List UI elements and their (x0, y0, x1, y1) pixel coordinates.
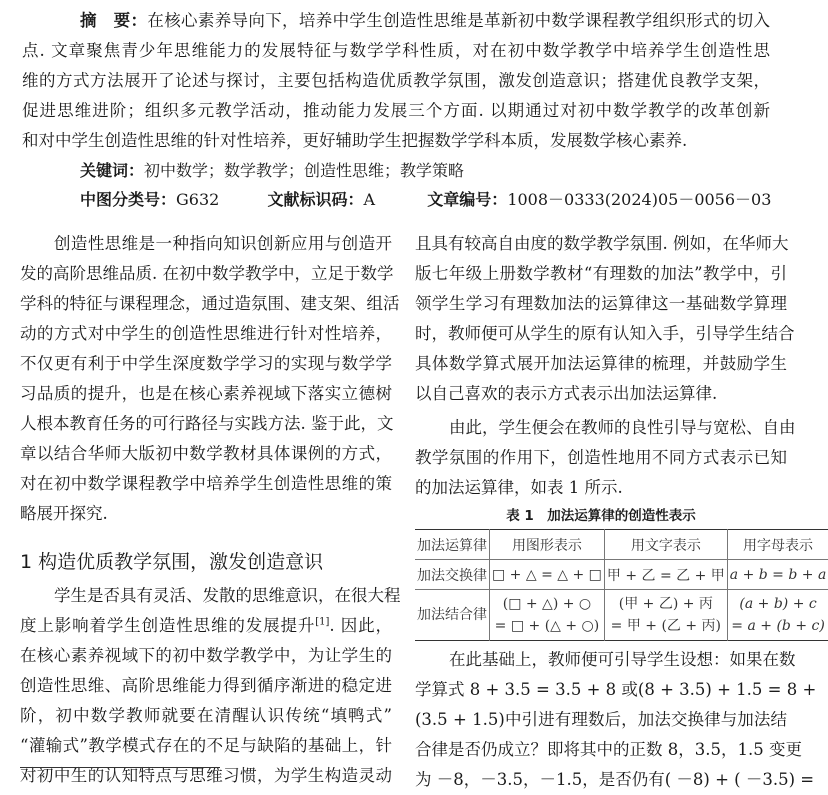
body-line: 学科的特征与课程理念，通过造氛围、建支架、组活 (20, 294, 400, 313)
doc-code-value: A (363, 190, 376, 209)
body-line: 阶，初中数学教师就要在清醒认识传统“填鸭式” (20, 706, 392, 725)
keywords-value: 初中数学；数学教学；创造性思维；教学策略 (144, 161, 465, 180)
addition-laws-table (415, 529, 828, 641)
column-header: 加法运算律 (415, 530, 490, 560)
table-header-row (415, 530, 828, 560)
abstract-section (22, 6, 772, 214)
abstract-line: 维的方式方法展开了论述与探讨，主要包括构造优质教学氛围，激发创造意识；搭建优良教学支架， (22, 71, 770, 90)
table-row (415, 560, 828, 590)
body-line: 在核心素养视域下的初中数学教学中，为让学生的 (20, 646, 392, 665)
body-line: 由此，学生便会在教师的良性引导与宽松、自由 (449, 418, 796, 437)
cell-line: (甲 + 乙) + 丙 (618, 596, 713, 612)
body-text: . 因此， (329, 616, 392, 635)
column-header: 用文字表示 (604, 530, 727, 560)
body-line: 对在初中数学课程教学中培养学生创造性思维的策 (20, 474, 392, 493)
body-line: 合律是否仍成立？即将其中的正数 8，3.5，1.5 变更 (415, 740, 802, 759)
column-header: 用字母表示 (727, 530, 828, 560)
body-line: 具体数学算式展开加法运算律的梳理，并鼓励学生 (415, 354, 787, 373)
table-row (415, 590, 828, 641)
clc-value: G632 (176, 190, 220, 209)
table-cell (604, 590, 727, 641)
body-line: 人根本教育任务的可行路径与实践方法. 鉴于此，文 (20, 414, 394, 433)
body-line: 以自己喜欢的表示方式表示出加法运算律. (415, 384, 718, 403)
body-line: 创造性思维、高阶思维能力得到循序渐进的稳定进 (20, 676, 392, 695)
body-line: 领学生学习有理数加法的运算律这一基础数学算理 (415, 294, 787, 313)
abstract-line (80, 6, 770, 36)
body-line: 的加法运算律，如表 1 所示. (415, 478, 623, 497)
footnote-rule (20, 767, 220, 768)
body-line: 为 －8，－3.5，－1.5，是否仍有( －8) + ( －3.5) = (415, 770, 815, 789)
table-cell (727, 590, 828, 641)
body-line: 时，教师便可从学生的原有认知入手，引导学生结合 (415, 324, 795, 343)
right-column (415, 229, 827, 795)
abstract-line: 点. 文章聚焦青少年思维能力的发展特征与数学学科性质，对在初中数学教学中培养学生创造性思 (22, 41, 770, 60)
clc-label: 中图分类号： (80, 190, 177, 209)
body-line: 不仅更有利于中学生深度数学学习的实现与数学学 (20, 354, 392, 373)
body-line: 学生是否具有灵活、发散的思维意识，在很大程 (54, 586, 401, 605)
keywords-label: 关键词： (80, 161, 145, 180)
cell-line: (a + b) + c (739, 596, 817, 612)
doc-code-label: 文献标识码： (267, 190, 364, 209)
body-line: (3.5 + 1.5)中引进有理数后，加法交换律与加法结 (415, 710, 787, 729)
abstract-label: 摘 要： (80, 11, 148, 30)
table-cell (490, 590, 605, 641)
keywords (80, 156, 770, 185)
body-line (20, 611, 392, 641)
body-line: 习品质的提升，也是在核心素养视域下落实立德树 (20, 384, 392, 403)
body-text: 度上影响着学生创造性思维的发展提升 (20, 616, 316, 635)
body-line: 章以结合华师大版初中数学教材具体课例的方式， (20, 444, 392, 463)
citation: [1] (315, 616, 330, 628)
abstract-line: 和对中学生创造性思维的针对性培养，更好辅助学生把握数学学科本质，发展数学核心素养. (22, 131, 688, 150)
table-cell: 加法结合律 (415, 590, 490, 641)
body-line: 发的高阶思维品质. 在初中数学教学中，立足于数学 (20, 264, 394, 283)
table-caption: 表 1 加法运算律的创造性表示 (506, 508, 696, 524)
abstract-line: 促进思维进阶；组织多元教学活动，推动能力发展三个方面. 以期通过对初中数学教学的改革创新 (22, 101, 770, 120)
article-no-value: 1008－0333(2024)05－0056－03 (507, 190, 772, 209)
cell-line: = 甲 + (乙 + 丙) (610, 618, 722, 634)
body-line: 动的方式对中学生的创造性思维进行针对性培养， (20, 324, 392, 343)
abstract-text: 在核心素养导向下，培养中学生创造性思维是革新初中数学课程教学组织形式的切入 (147, 11, 771, 30)
column-header: 用图形表示 (490, 530, 605, 560)
article-no-label: 文章编号： (427, 190, 508, 209)
body-line: 略展开探究. (20, 504, 108, 523)
body-line: 创造性思维是一种指向知识创新应用与创造开 (54, 234, 392, 253)
cell-line: = a + (b + c) (731, 618, 825, 634)
body-line: 且具有较高自由度的数学教学氛围. 例如，在华师大 (415, 234, 789, 253)
table-cell: 甲 + 乙 = 乙 + 甲 (604, 560, 727, 590)
cell-line: (□ + △) + ○ (502, 596, 592, 612)
table-cell: a + b = b + a (727, 560, 828, 590)
table-cell: 加法交换律 (415, 560, 490, 590)
body-line: 版七年级上册数学教材“有理数的加法”教学中，引 (415, 264, 787, 283)
cell-line: = □ + (△ + ○) (494, 618, 600, 634)
table-cell: □ + △ = △ + □ (490, 560, 605, 590)
body-line: 教学氛围的作用下，创造性地用不同方式表示已知 (415, 448, 787, 467)
classification-info (80, 185, 770, 214)
section-heading: 1 构造优质教学氛围，激发创造意识 (20, 551, 324, 573)
body-line: 学算式 8 + 3.5 = 3.5 + 8 或(8 + 3.5) + 1.5 = 8 + (415, 680, 817, 699)
body-line: 在此基础上，教师便可引导学生设想：如果在数 (449, 650, 796, 669)
body-line: 对初中生的认知特点与思维习惯，为学生构造灵动 (20, 766, 392, 785)
body-line: “灌输式”教学模式存在的不足与缺陷的基础上，针 (20, 736, 392, 755)
left-column (20, 229, 401, 791)
